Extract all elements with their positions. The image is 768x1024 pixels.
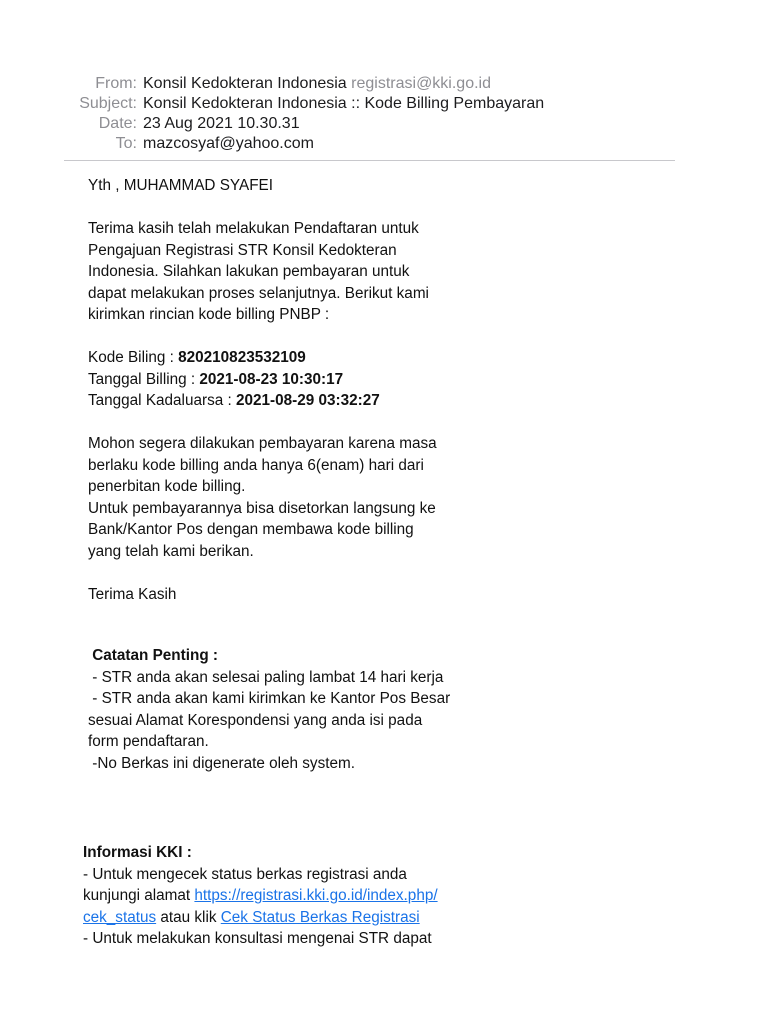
email-body [88, 175, 518, 605]
closing: Terima Kasih [88, 585, 177, 603]
notes-line: - STR anda akan selesai paling lambat 14 hari kerja [88, 668, 444, 686]
date-label: Date: [98, 115, 137, 132]
spacer [88, 562, 518, 584]
billing-date-row [88, 369, 518, 391]
spacer [88, 326, 518, 348]
header-divider [64, 160, 675, 161]
subject-row [0, 94, 768, 114]
email-header [0, 74, 768, 154]
notice-line: berlaku kode billing anda hanya 6(enam) hari dari [88, 456, 424, 474]
notice-line: Untuk pembayarannya bisa disetorkan langsung ke [88, 499, 436, 517]
important-notes [88, 645, 528, 774]
subject-label: Subject: [79, 95, 137, 112]
from-email[interactable]: registrasi@kki.go.id [351, 75, 491, 92]
info-title: Informasi KKI : [83, 844, 192, 861]
billing-date-value: 2021-08-23 10:30:17 [199, 370, 344, 388]
to-label: To: [115, 135, 137, 152]
notes-line: -No Berkas ini digenerate oleh system. [88, 754, 355, 772]
billing-expiry-row [88, 390, 518, 412]
date-value: 23 Aug 2021 10.30.31 [143, 115, 300, 132]
info-line: - Untuk mengecek status berkas registrasi anda [83, 865, 407, 883]
subject-value: Konsil Kedokteran Indonesia :: Kode Billing Pembayaran [143, 95, 545, 112]
info-line: - Untuk melakukan konsultasi mengenai STR dapat [83, 930, 432, 947]
notice-line: penerbitan kode billing. [88, 478, 246, 495]
notice-line: yang telah kami berikan. [88, 542, 254, 560]
intro-line: kirimkan rincian kode billing PNBP : [88, 306, 330, 323]
intro-line: Indonesia. Silahkan lakukan pembayaran untuk [88, 263, 410, 280]
info-prefix: kunjungi alamat [83, 887, 195, 904]
spacer [88, 197, 518, 219]
info-mid: atau klik [156, 908, 221, 926]
notes-title: Catatan Penting : [88, 647, 219, 664]
status-url-link[interactable]: https://registrasi.kki.go.id/index.php/ [194, 887, 438, 904]
greeting: Yth , MUHAMMAD SYAFEI [88, 177, 274, 194]
billing-code-row [88, 347, 518, 369]
check-status-link[interactable]: Cek Status Berkas Registrasi [220, 908, 420, 926]
spacer [88, 412, 518, 434]
status-url-link-continued[interactable]: cek_status [83, 908, 157, 926]
intro-line: Pengajuan Registrasi STR Konsil Kedokteran [88, 241, 397, 259]
billing-code-label: Kode Biling : [88, 349, 179, 366]
notes-line: - STR anda akan kami kirimkan ke Kantor Pos Besar [88, 690, 451, 707]
from-row [0, 74, 768, 94]
billing-code-value: 820210823532109 [178, 349, 306, 366]
notice-line: Mohon segera dilakukan pembayaran karena masa [88, 435, 437, 452]
to-value[interactable]: mazcosyaf@yahoo.com [143, 135, 314, 152]
kki-info [83, 842, 543, 950]
from-name: Konsil Kedokteran Indonesia [143, 75, 347, 92]
intro-line: Terima kasih telah melakukan Pendaftaran untuk [88, 220, 419, 237]
from-label: From: [95, 75, 137, 92]
info-line [83, 885, 543, 907]
notice-line: Bank/Kantor Pos dengan membawa kode billing [88, 521, 414, 538]
notes-line: sesuai Alamat Korespondensi yang anda isi pada [88, 711, 423, 729]
from-value [143, 74, 491, 94]
notes-line: form pendaftaran. [88, 733, 209, 750]
billing-expiry-value: 2021-08-29 03:32:27 [235, 392, 380, 409]
info-line [83, 907, 543, 929]
to-row [0, 134, 768, 154]
date-row [0, 114, 768, 134]
billing-expiry-label: Tanggal Kadaluarsa : [88, 392, 236, 409]
intro-line: dapat melakukan proses selanjutnya. Berikut kami [88, 284, 429, 302]
billing-date-label: Tanggal Billing : [88, 370, 200, 388]
